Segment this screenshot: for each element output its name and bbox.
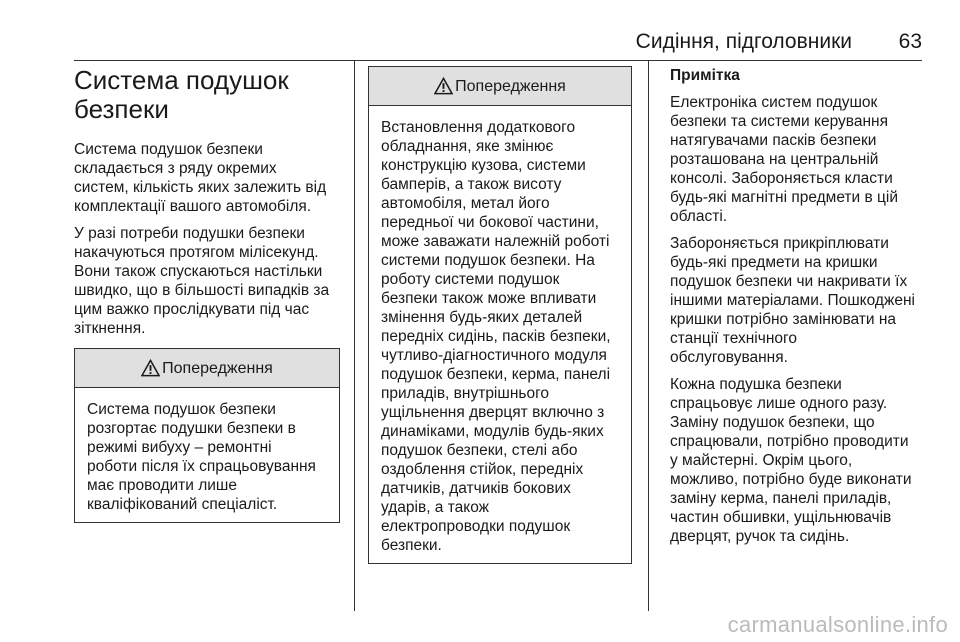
page-header-title: Сидіння, підголовники: [635, 30, 852, 53]
left-column: [74, 66, 340, 523]
warning-triangle-icon: [141, 359, 160, 377]
section-heading: Система подушок безпеки: [74, 65, 289, 124]
warning-text: Встановлення додаткового обладнання, яке змінює конструкцію кузова, системи бамперів, а також висоту автомобіля, метал його передньої чи бокової частини, може заважати належній роботі системи подушок безпеки. На роботу системи подушок безпеки також може впливати змінення будь-яких деталей передніх сидінь, пасків безпеки, чутливо-діагностичного модуля подушок безпеки, керма, панелі приладів, внутрішнього ущільнення дверцят включно з динаміками, модулів будь-яких подушок безпеки, стелі або оздоблення стійок, передніх датчиків, датчиків бокових ударів, а також електропроводки подушок безпеки.: [381, 119, 611, 554]
warning-label: Попередження: [162, 359, 273, 377]
watermark: carmanualsonline.info: [727, 612, 948, 637]
warning-text: Система подушок безпеки розгортає подушки безпеки в режимі вибуху – ремонтні роботи після їх спрацьовування має проводити лише кваліфікований спеціаліст.: [87, 401, 316, 513]
body-paragraph: У разі потреби подушки безпеки накачуються протягом мілісекунд. Вони також спускаються настільки швидко, що в більшості випадків за цим важко прослідкувати під час зіткнення.: [74, 225, 330, 337]
column-divider-left: [354, 61, 355, 611]
body-paragraph: Система подушок безпеки складається з ряду окремих систем, кількість яких залежить від комплектації вашого автомобіля.: [74, 141, 327, 215]
warning-box: [368, 66, 632, 564]
note-paragraph: Забороняється прикріплювати будь-які предмети на кришки подушок безпеки чи накривати їх іншими матеріалами. Пошкоджені кришки потрібно замінювати на станції технічного обслуговування.: [670, 235, 915, 366]
warning-triangle-icon: [434, 77, 453, 95]
note-paragraph: Електроніка систем подушок безпеки та системи керування натягувачами пасків безпеки розташована на центральній консолі. Забороняється класти будь-які магнітні предмети в цій області.: [670, 94, 899, 225]
page-number: 63: [898, 30, 922, 53]
middle-column: [368, 66, 632, 564]
warning-header: [75, 349, 339, 388]
note-paragraph: Кожна подушка безпеки спрацьовує лише одного разу. Заміну подушок безпеки, що спрацювали, потрібно проводити у майстерні. Окрім цього, можливо, потрібно буде виконати заміну керма, панелі приладів, частин обшивки, ущільнювачів дверцят, ручок та сидінь.: [670, 376, 912, 545]
column-divider-right: [648, 61, 649, 611]
right-column: [670, 66, 932, 554]
header-divider: [74, 60, 922, 61]
note-title: Примітка: [670, 67, 740, 84]
warning-header: [369, 67, 631, 106]
warning-box: [74, 348, 340, 523]
warning-label: Попередження: [455, 77, 566, 95]
